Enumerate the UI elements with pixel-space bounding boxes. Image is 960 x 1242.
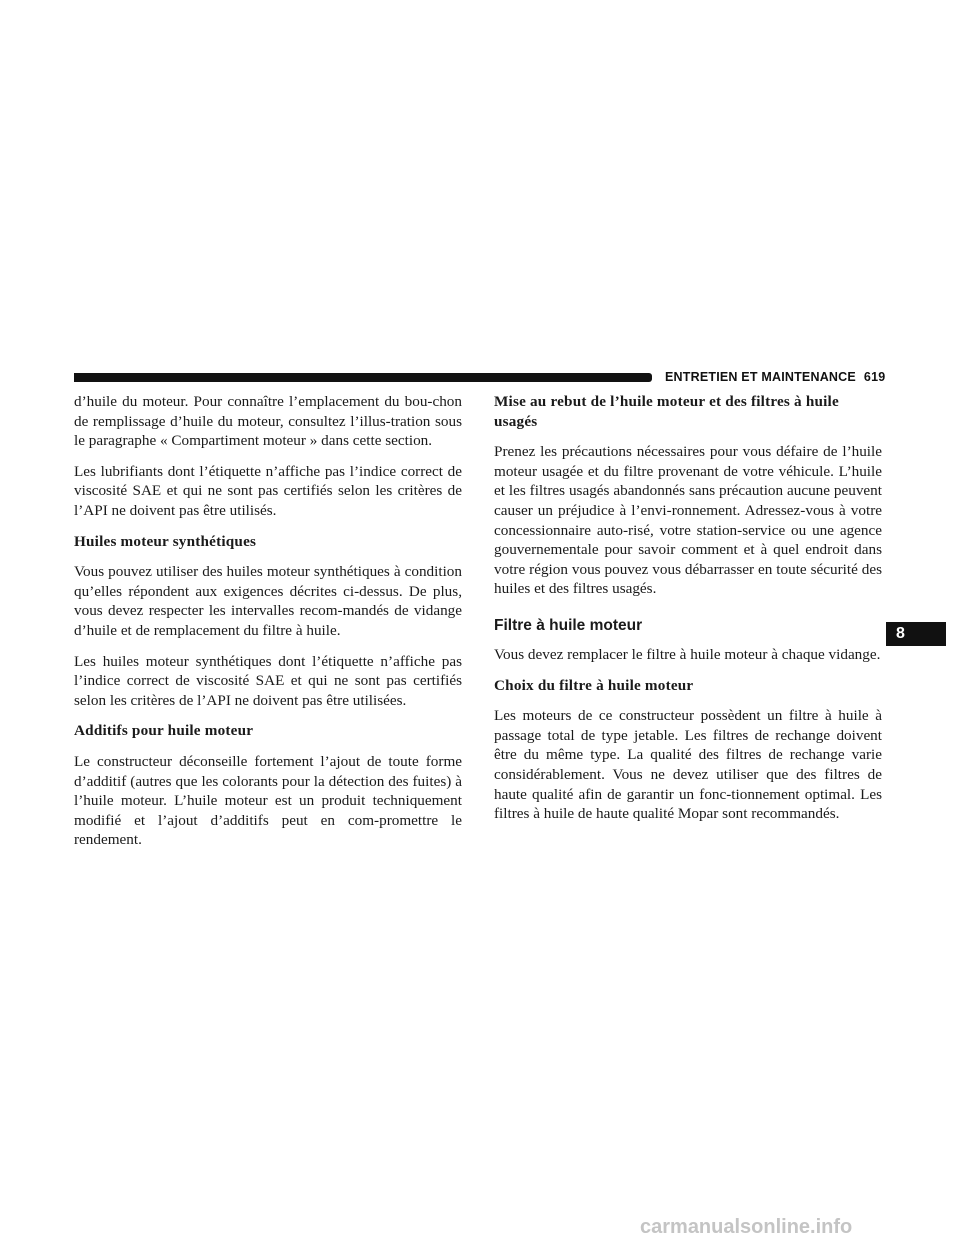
running-header: [665, 370, 885, 384]
subheading-oil-additives: Additifs pour huile moteur: [74, 722, 254, 740]
paragraph: Vous pouvez utiliser des huiles moteur synthétiques à condition qu’elles répondent aux exigences décrites ci-dessus. De plus, vous devez respecter les intervalles recom-mandés de vidange d’huile et de remplacement du filtre à huile.: [74, 563, 462, 639]
section-heading-oil-filter: Filtre à huile moteur: [494, 616, 643, 634]
paragraph: Prenez les précautions nécessaires pour vous défaire de l’huile moteur usagée et du filtre provenant de votre véhicule. L’huile et les filtres usagés abandonnés sans précaution aucune peuvent causer un préjudice à l’envi-ronnement. Adressez-vous à votre concessionnaire auto-risé, votre station-service ou une agence gouvernementale pour savoir comment et à quel endroit dans votre région vous pouvez vous débarrasser en toute sécurité des huiles et des filtres usagés.: [494, 443, 882, 598]
section-title: ENTRETIEN ET MAINTENANCE: [665, 370, 856, 384]
header-rule: [74, 373, 652, 382]
left-column: [74, 392, 462, 861]
paragraph: Vous devez remplacer le filtre à huile moteur à chaque vidange.: [494, 645, 881, 663]
subheading-synthetic-oils: Huiles moteur synthétiques: [74, 532, 257, 550]
paragraph: Le constructeur déconseille fortement l’ajout de toute forme d’additif (autres que les colorants pour la détection des fuites) à l’huile moteur. L’huile moteur est un produit techniquement modifié et l’ajout d’additifs peut en com-promettre le rendement.: [74, 752, 462, 849]
paragraph: Les huiles moteur synthétiques dont l’étiquette n’affiche pas l’indice correct de viscosité SAE et qui ne sont pas certifiés selon les critères de l’API ne doivent pas être utilisées.: [74, 652, 462, 709]
subheading-filter-choice: Choix du filtre à huile moteur: [494, 676, 694, 694]
paragraph: d’huile du moteur. Pour connaître l’emplacement du bou-chon de remplissage d’huile du moteur, consultez l’illus-tration sous le paragraphe « Compartiment moteur » dans cette section.: [74, 393, 462, 450]
subheading-oil-disposal: Mise au rebut de l’huile moteur et des filtres à huile usagés: [494, 393, 839, 430]
paragraph: Les moteurs de ce constructeur possèdent un filtre à huile à passage total de type jetable. Les filtres de rechange doivent être du même type. La qualité des filtres de rechange varie considérablement. Vous ne devez utiliser que des filtres de haute qualité afin de garantir un fonc-tionnement optimal. Les filtres à huile de haute qualité Mopar sont recommandés.: [494, 707, 882, 823]
watermark-text: carmanualsonline.info: [640, 1216, 853, 1238]
right-column: [494, 392, 882, 835]
chapter-tab: 8: [886, 622, 946, 646]
paragraph: Les lubrifiants dont l’étiquette n’affiche pas l’indice correct de viscosité SAE et qui ne sont pas certifiés selon les critères de l’API ne doivent pas être utilisés.: [74, 462, 462, 519]
page-number: 619: [863, 370, 886, 384]
